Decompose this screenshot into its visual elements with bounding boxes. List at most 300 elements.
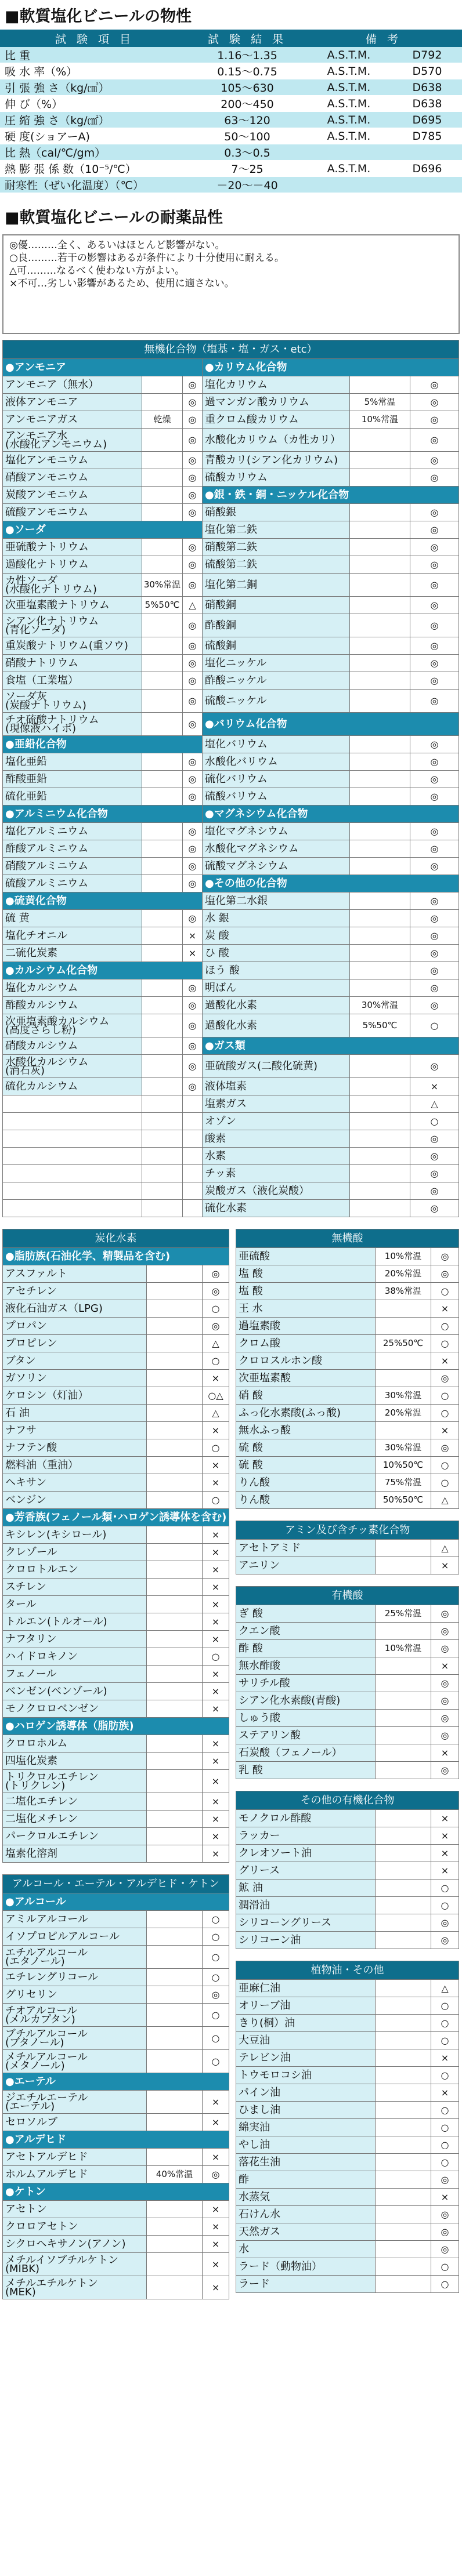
chemical-name: パークロルエチレン [3,1828,147,1845]
chemical-name: 過酸化ナトリウム [3,556,142,574]
chemical-name: グリース [236,1862,376,1880]
property-value: 105～630 [189,79,305,96]
property-row [0,128,462,144]
chemical-name: 二塩化メチレン [3,1811,147,1828]
resistance-row [236,1727,459,1744]
condition [147,1811,203,1828]
chemical-name: 綿実油 [236,2119,376,2136]
condition [350,858,410,875]
resistance-row [3,2276,229,2299]
chemical-name: 硫化カルシウム [3,1078,142,1095]
chemical-name: 潤滑油 [236,1897,376,1914]
condition [142,556,183,574]
rating-symbol: ○ [431,2136,459,2154]
condition [350,690,410,713]
chemical-name: シアン化水素酸(青酸) [236,1692,376,1710]
chemical-name: ケロシン（灯油） [3,1387,147,1405]
condition: 5%50℃ [350,1014,410,1037]
chemical-name: テレビン油 [236,2049,376,2067]
condition [376,2102,431,2119]
chemical-name: 石けん水 [236,2206,376,2223]
condition [142,875,183,892]
inorganic-row [3,1095,459,1113]
condition [142,945,183,962]
rating-symbol: ◎ [203,1318,229,1335]
rating-symbol: ◎ [410,840,459,858]
condition [350,1113,410,1130]
rating-symbol: ◎ [410,997,459,1014]
property-standard: A.S.T.M. [305,47,392,63]
chemical-name: 塩化カリウム [203,376,350,394]
resistance-row [3,1828,229,1845]
condition [147,1318,203,1335]
resistance-row [3,1631,229,1648]
chemical-name: 硫酸カリウム [203,469,350,487]
lower-right-column [236,1229,459,2299]
rating-symbol: ◎ [431,1439,459,1457]
condition [350,1055,410,1078]
chemical-name: ブチルアルコール (ブタノール) [3,2027,147,2050]
condition [142,539,183,556]
condition [142,504,183,521]
chemical-name: 硫 黄 [3,910,142,927]
chemical-name: 塩化バリウム [203,736,350,753]
resistance-row [3,1596,229,1613]
chemical-name: ナフサ [3,1422,147,1439]
chemical-name: 塩素化溶剤 [3,1845,147,1863]
condition [350,1182,410,1200]
condition [142,1037,183,1055]
chemical-name: 酢酸カルシウム [3,997,142,1014]
condition: 30%常温 [376,1439,431,1457]
resistance-row [3,1683,229,1700]
rating-symbol: ◎ [183,875,203,892]
condition [376,1540,431,1557]
rating-symbol: ◎ [431,1675,459,1692]
chemical-name: 塩化アンモニウム [3,452,142,469]
rating-symbol: × [203,2236,229,2253]
condition [147,2236,203,2253]
condition [376,2241,431,2258]
resistance-row [236,2102,459,2119]
rating-symbol: ◎ [410,521,459,539]
inorganic-row [3,771,459,788]
inorganic-row [3,504,459,521]
condition [376,2119,431,2136]
condition [376,1914,431,1932]
condition [147,1439,203,1457]
rating-symbol: ◎ [431,1914,459,1932]
alcohols-table [2,1874,229,2299]
chemical-name: トウモロコシ油 [236,2067,376,2084]
property-code: D638 [392,79,462,96]
rating-symbol: ○ [431,1997,459,2015]
chemical-name: メチルエチルケトン (MEK) [3,2276,147,2299]
condition: 30%常温 [350,997,410,1014]
inorganic-row [3,788,459,806]
condition [350,788,410,806]
rating-symbol: △ [183,597,203,614]
condition [147,2091,203,2114]
property-name: 吸 水 率（%） [0,63,189,79]
condition [376,1744,431,1762]
property-value: 200～450 [189,96,305,112]
rating-symbol: ◎ [410,1055,459,1078]
rating-symbol: × [203,1700,229,1718]
property-value: 0.3～0.5 [189,144,305,161]
rating-symbol: × [203,1561,229,1579]
inorganic-row [3,1200,459,1217]
condition [376,1880,431,1897]
rating-symbol: × [203,2253,229,2276]
condition [350,736,410,753]
rating-symbol: × [203,2276,229,2299]
resistance-row [236,1370,459,1387]
inorganic-row [3,469,459,487]
condition [376,2067,431,2084]
inorganic-row [3,840,459,858]
chemical-name: 硝 酸 [236,1387,376,1405]
condition [376,1623,431,1640]
condition [142,614,183,637]
chemical-name: 塩化第二水銀 [203,892,350,910]
condition [142,840,183,858]
chemical-name: ひまし油 [236,2102,376,2119]
properties-table [0,30,462,193]
property-value: 63～120 [189,112,305,128]
resistance-row [236,2206,459,2223]
condition [376,1932,431,1949]
condition [147,2027,203,2050]
condition: 20%常温 [376,1405,431,1422]
chemical-name: 硫 酸 [236,1439,376,1457]
resistance-row [3,2183,229,2201]
chemical-name: クエン酸 [236,1623,376,1640]
category-heading: ●ソーダ [3,521,203,539]
resistance-row [3,1370,229,1387]
resistance-row [236,1248,459,1265]
chemical-name: ブタン [3,1352,147,1370]
resistance-row [3,1318,229,1335]
resistance-row [3,1352,229,1370]
chemical-name: 次亜塩素酸ナトリウム [3,597,142,614]
rating-symbol: ◎ [203,1986,229,2004]
rating-symbol: ◎ [183,394,203,411]
rating-symbol: × [203,1828,229,1845]
property-row [0,144,462,161]
chemical-name: 四塩化炭素 [3,1753,147,1770]
condition [142,1078,183,1095]
category-heading: ●芳香族(フェノール類･ハロゲン誘導体を含む) [3,1509,229,1526]
lower-left-column [2,1229,229,2299]
rating-symbol: × [203,1683,229,1700]
condition: 10%常温 [376,1248,431,1265]
chemical-name: サリチル酸 [236,1675,376,1692]
property-standard [305,144,392,161]
chemical-name: 過マンガン酸カリウム [203,394,350,411]
rating-symbol: × [203,1579,229,1596]
property-name: 耐寒性（ぜい化温度）（℃） [0,177,189,193]
resistance-row [236,1283,459,1300]
resistance-row [236,1897,459,1914]
chemical-name: 無水ふっ酸 [236,1422,376,1439]
rating-symbol: ◎ [410,1130,459,1148]
rating-symbol: × [431,1810,459,1827]
rating-symbol: ◎ [183,910,203,927]
inorganic-row [3,411,459,429]
property-standard: A.S.T.M. [305,63,392,79]
condition [376,1318,431,1335]
left-empty [142,1130,183,1148]
chemical-name: 重炭酸ナトリウム(重ソウ) [3,637,142,655]
condition: 25%50℃ [376,1335,431,1352]
condition [147,1631,203,1648]
resistance-row [3,2091,229,2114]
property-standard [305,177,392,193]
chemical-name: 石 油 [3,1405,147,1422]
category-heading: ●カリウム化合物 [203,359,459,376]
resistance-row [3,1735,229,1753]
condition [376,1897,431,1914]
resistance-row [236,1335,459,1352]
property-code: D792 [392,47,462,63]
condition [350,429,410,452]
condition: 50%50℃ [376,1492,431,1509]
plant-oils-table [236,1961,459,2293]
inorganic-row [3,1078,459,1095]
chemical-name: チオアルコール (メルカプタン) [3,2004,147,2027]
rating-symbol: ◎ [410,1165,459,1182]
condition [142,376,183,394]
condition [142,927,183,945]
chemical-name: タール [3,1596,147,1613]
inorganic-row [3,614,459,637]
rating-symbol: ○ [431,1318,459,1335]
chemical-name: 水蒸気 [236,2189,376,2206]
inorganic-title: 無機化合物（塩基・塩・ガス・etc） [3,340,459,359]
chemical-name: ハイドロキノン [3,1648,147,1666]
chemical-name: オゾン [203,1113,350,1130]
condition [376,1762,431,1779]
rating-symbol: × [203,1735,229,1753]
rating-symbol: ○ [203,2027,229,2050]
condition [350,655,410,672]
rating-symbol: ◎ [183,979,203,997]
rating-symbol: ◎ [410,927,459,945]
rating-symbol: ◎ [410,979,459,997]
inorganic-row [3,487,459,504]
resistance-row [236,1692,459,1710]
resistance-row [236,2241,459,2258]
condition [376,1692,431,1710]
chemical-name: 燃料油（重油） [3,1457,147,1474]
resistance-row [236,1710,459,1727]
chemical-name: ふっ化水素酸(ふっ酸) [236,1405,376,1422]
rating-symbol: × [203,1526,229,1544]
rating-symbol: ◎ [410,1182,459,1200]
resistance-row [3,1405,229,1422]
rating-symbol: × [203,1811,229,1828]
rating-symbol: ◎ [410,376,459,394]
condition [350,910,410,927]
resistance-row [3,1811,229,1828]
chemical-name: ナフテン酸 [3,1439,147,1457]
chemical-name: 塩化亜鉛 [3,753,142,771]
chemical-name: メチルイソブチルケトン (MIBK) [3,2253,147,2276]
left-empty [142,1200,183,1217]
left-empty [3,1182,142,1200]
condition [350,1200,410,1217]
rating-symbol: × [203,2149,229,2166]
rating-symbol: × [203,1753,229,1770]
rating-symbol: × [203,1457,229,1474]
chemical-name: 水酸化マグネシウム [203,840,350,858]
chemical-name: 酢酸亜鉛 [3,771,142,788]
rating-symbol: ◎ [431,1710,459,1727]
property-standard: A.S.T.M. [305,112,392,128]
resistance-row [3,1579,229,1596]
condition [142,858,183,875]
property-name: 熱 膨 張 係 数（10⁻⁵/℃） [0,161,189,177]
rating-symbol: ◎ [183,823,203,840]
category-heading: ●硫黄化合物 [3,892,203,910]
chemical-name: 塩化アルミニウム [3,823,142,840]
chemical-name: アンモニア水 (水酸化アンモニウム) [3,429,142,452]
resistance-row [236,2015,459,2032]
inorganic-table [2,340,459,1217]
condition [147,1845,203,1863]
other-organic-title: その他の有機化合物 [236,1791,459,1810]
chemical-name: 塩化第二鉄 [203,521,350,539]
condition [147,1683,203,1700]
rating-symbol: ◎ [183,997,203,1014]
organic-acids-title: 有機酸 [236,1587,459,1605]
inorganic-row [3,376,459,394]
chemical-name: 硫酸第二鉄 [203,556,350,574]
chemical-name: クロム酸 [236,1335,376,1352]
chemical-name: 酢 酸 [236,1640,376,1657]
chemical-name: 天然ガス [236,2223,376,2241]
inorganic-acids-title: 無機酸 [236,1229,459,1248]
properties-title: ■軟質塩化ビニールの物性 [5,8,192,26]
rating-symbol: ◎ [203,1283,229,1300]
rating-symbol: ◎ [410,469,459,487]
rating-symbol: ◎ [183,1078,203,1095]
resistance-row [3,1509,229,1526]
condition [376,1422,431,1439]
chemical-name: 過酸化水素 [203,1014,350,1037]
chemical-name: 炭酸アンモニウム [3,487,142,504]
rating-symbol: ◎ [410,452,459,469]
condition: 5%50℃ [142,597,183,614]
inorganic-row [3,892,459,910]
rating-symbol: ◎ [410,672,459,690]
chemical-name: アミルアルコール [3,1911,147,1928]
property-row [0,96,462,112]
left-empty [3,1148,142,1165]
resistance-row [3,2253,229,2276]
rating-symbol: ○ [431,1335,459,1352]
property-row [0,112,462,128]
chemical-name: アセチレン [3,1283,147,1300]
condition [147,1828,203,1845]
rating-symbol: × [203,2218,229,2236]
inorganic-row [3,556,459,574]
chemical-name: 硫 酸 [236,1457,376,1474]
resistance-row [3,2218,229,2236]
chemical-name: 落花生油 [236,2154,376,2171]
condition [142,713,183,736]
condition [142,788,183,806]
chemical-name: ベンゼン(ベンゾール) [3,1683,147,1700]
condition [147,1596,203,1613]
category-heading: ●アルコール [3,1893,229,1911]
header-note: 備 考 [305,30,462,47]
chemical-name: ベンジン [3,1492,147,1509]
property-row [0,79,462,96]
chemical-name: 青酸カリ(シアン化カリウム) [203,452,350,469]
rating-symbol: ○ [431,1405,459,1422]
rating-symbol: × [183,945,203,962]
category-heading: ●銀・鉄・銅・ニッケル化合物 [203,487,459,504]
resistance-row [236,1439,459,1457]
header-item: 試 験 項 目 [0,30,189,47]
condition [350,771,410,788]
rating-symbol: ◎ [183,753,203,771]
chemical-name: アセトン [3,2201,147,2218]
chemical-name: ひ 酸 [203,945,350,962]
chemical-name: クレゾール [3,1544,147,1561]
rating-symbol: ◎ [183,487,203,504]
category-heading: ●ケトン [3,2183,229,2201]
inorganic-row [3,1148,459,1165]
rating-symbol: ○ [431,2119,459,2136]
condition [147,1352,203,1370]
rating-symbol: ◎ [183,690,203,713]
rating-symbol: × [431,1827,459,1845]
condition [376,2189,431,2206]
inorganic-row [3,672,459,690]
legend-good: ○良………若干の影響はあるが条件により十分使用に耐える。 [9,252,284,264]
condition [147,1579,203,1596]
resistance-row [3,1753,229,1770]
chemical-name: やし油 [236,2136,376,2154]
condition [147,1492,203,1509]
left-empty [3,1113,142,1130]
condition [147,1613,203,1631]
condition [376,1845,431,1862]
condition [350,945,410,962]
condition [147,1265,203,1283]
left-empty [183,1113,203,1130]
condition [147,2149,203,2166]
condition [350,672,410,690]
left-empty [142,1182,183,1200]
rating-symbol: × [431,2049,459,2067]
condition [142,1014,183,1037]
chemical-name: 過酸化水素 [203,997,350,1014]
resistance-row [3,1946,229,1969]
category-heading: ●脂肪族(石油化学、精製品を含む) [3,1248,229,1265]
rating-symbol: ◎ [431,2171,459,2189]
chemical-name: モノクロル酢酸 [236,1810,376,1827]
left-empty [183,1095,203,1113]
chemical-name: 液化石油ガス（LPG) [3,1300,147,1318]
resistance-row [3,1457,229,1474]
chemical-name: 液体アンモニア [3,394,142,411]
rating-symbol: ○ [203,1648,229,1666]
inorganic-row [3,1014,459,1037]
